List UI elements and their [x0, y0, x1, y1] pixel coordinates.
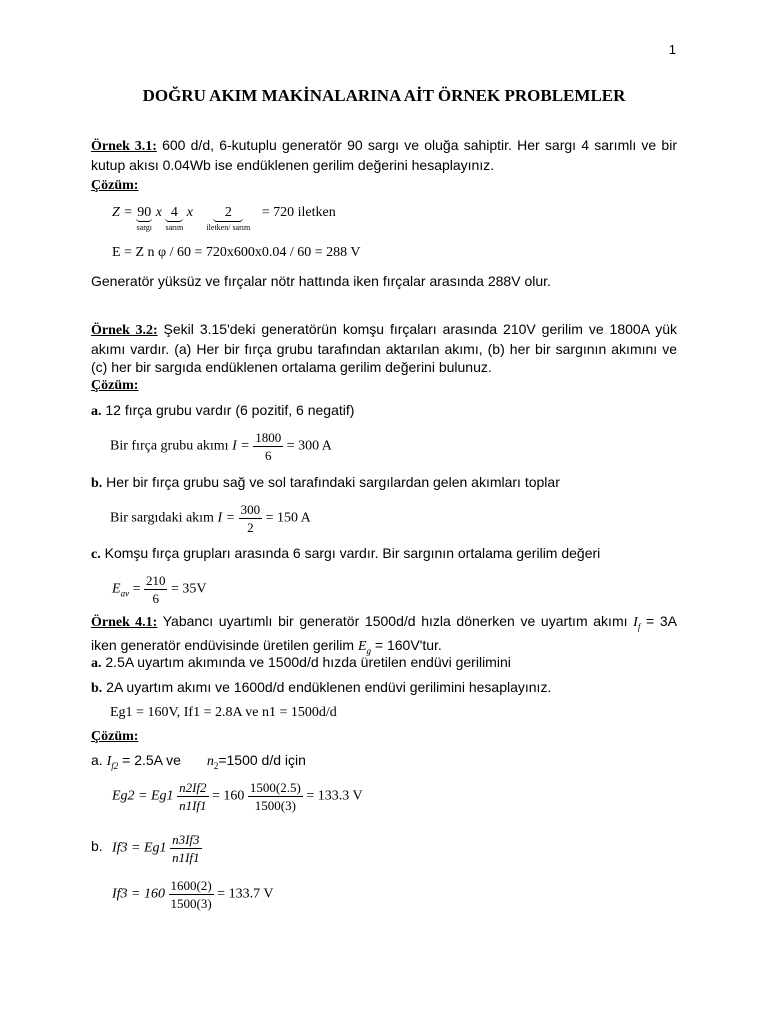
fraction-300-2: $\frac{300}{2}$ [240, 502, 261, 535]
fraction-210-6: $\frac{210}{6}$ [145, 573, 166, 606]
fraction-n2if2-n1if1: $\frac{n2If2}{n1If1}$ [179, 780, 207, 813]
item-3-2-a: a. 12 fırça grubu vardır (6 pozitif, 6 negatif) [91, 402, 355, 419]
equation-winding-current: Bir sargıdaki akım I = $\frac{300}{2}$ = 150 A [110, 502, 311, 535]
eq-z-result: = 720 iletken [261, 205, 336, 220]
example-3-2-text: Şekil 3.15'deki generatörün komşu fırçaları arasında 210V gerilim ve 1800A yük akımı vardır. (a) Her bir fırça grubu tarafından aktarılan akımı, (b) her bir sargının akımını ve (c) her bir sargıda endüklenen ortalama gerilim değerini bulunuz. [91, 321, 677, 375]
item-3-2-c: c. Komşu fırça grupları arasında 6 sargı vardır. Bir sargının ortalama gerilim değeri [91, 545, 601, 562]
example-3-2-statement [91, 320, 677, 376]
solution-label-4-1: Çözüm: [91, 729, 139, 744]
brace-4: 4 sarım [165, 205, 184, 232]
brace-2: 2 iletken/ sarım [206, 205, 251, 232]
example-3-1-text: 600 d/d, 6-kutuplu generatör 90 sargı ve oluğa sahiptir. Her sargı 4 sarımlı ve bir kutup akısı 0.04Wb ise endüklenen gerilim değerini hesaplayınız. [91, 137, 677, 173]
fraction-if3-values: $\frac{1600(2)}{1500(3)}$ [170, 878, 212, 911]
solution-label-3-1: Çözüm: [91, 178, 139, 193]
equation-eg2: Eg2 = Eg1 $\frac{n2If2}{n1If1}$ = 160 $\frac{1500(2.5)}{1500(3)}$ = 133.3 V [112, 780, 363, 813]
equation-brush-current: Bir fırça grubu akımı I = $\frac{1800}{6}$ = 300 A [110, 430, 332, 463]
equation-if3-value: If3 = 160 $\frac{1600(2)}{1500(3)}$ = 133.7 V [112, 878, 274, 911]
brace-90: 90 sargı [136, 205, 152, 232]
page-title: DOĞRU AKIM MAKİNALARINA AİT ÖRNEK PROBLEMLER [142, 86, 626, 105]
item-4-1-a: a. 2.5A uyartım akımında ve 1500d/d hızda üretilen endüvi gerilimini [91, 654, 511, 671]
fraction-eg2-values: $\frac{1500(2.5)}{1500(3)}$ [249, 780, 301, 813]
solution-4-1-a: a. $I_{f2} = 2.5A$ ve $n_2=1500$ d/d için [91, 752, 306, 771]
solution-4-1-b-mark: b. [91, 838, 103, 854]
example-3-1-conclusion: Generatör yüksüz ve fırçalar nötr hattında iken fırçalar arasında 288V olur. [91, 273, 551, 289]
item-4-1-b: b. 2A uyartım akımı ve 1600d/d endüklenen endüvi gerilimini hesaplayınız. [91, 679, 552, 696]
example-3-1-statement [91, 136, 677, 174]
item-3-2-b: b. Her bir fırça grubu sağ ve sol tarafındaki sargılardan gelen akımları toplar [91, 474, 560, 491]
eq-z-lhs: Z = [112, 205, 133, 220]
given-values: Eg1 = 160V, If1 = 2.8A ve n1 = 1500d/d [110, 705, 337, 720]
example-3-2-label: Örnek 3.2: [91, 323, 158, 338]
example-3-1-label: Örnek 3.1: [91, 139, 157, 154]
equation-z: Z = 90 sargı x 4 sarım x 2 iletken/ sarım = 720 iletken [112, 205, 336, 232]
page-number: 1 [668, 42, 676, 57]
fraction-n3if3-n1if1: $\frac{n3If3}{n1If1}$ [172, 832, 200, 865]
equation-e: E = Z n φ / 60 = 720x600x0.04 / 60 = 288 V [112, 245, 361, 260]
solution-label-3-2: Çözüm: [91, 378, 139, 393]
example-4-1-label: Örnek 4.1: [91, 615, 158, 630]
example-4-1-statement: Örnek 4.1: Yabancı uyartımlı bir generatör 1500d/d hızla dönerken ve uyartım akımı $I_f = 3A$ iken generatör endüvisinde üretilen gerilim $E_g = 160V'tur$. [91, 613, 677, 656]
fraction-1800-6: $\frac{1800}{6}$ [255, 430, 282, 463]
equation-if3: If3 = Eg1 $\frac{n3If3}{n1If1}$ [112, 832, 200, 865]
equation-eav: $E_{av}$ = $\frac{210}{6}$ = 35V [112, 573, 207, 606]
